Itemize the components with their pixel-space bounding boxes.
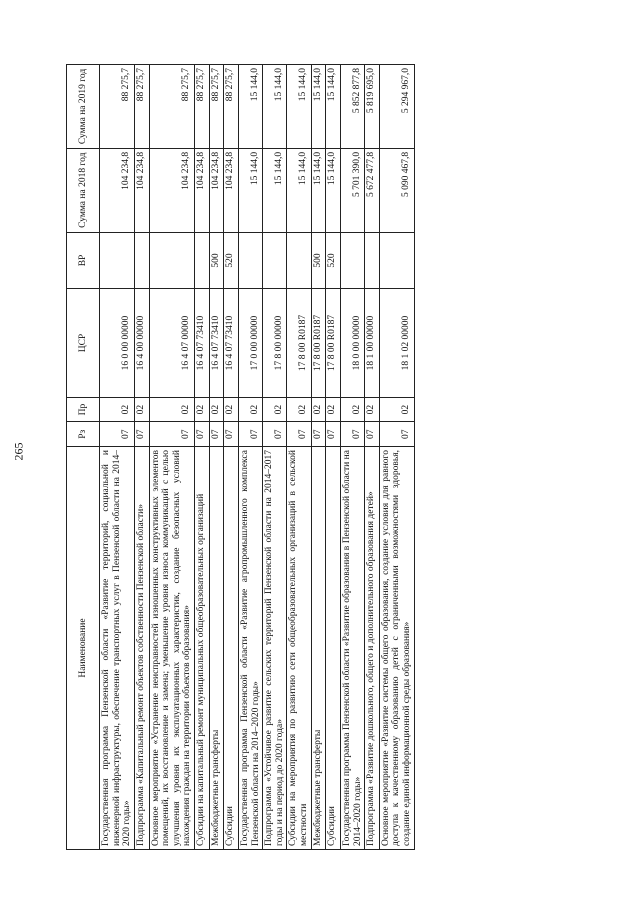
- rz-cell: 07: [100, 422, 135, 447]
- vr-cell: [134, 232, 149, 289]
- csr-cell: 17 8 00 R0187: [326, 289, 341, 397]
- pr-cell: 02: [379, 397, 414, 422]
- name-cell: Межбюджетные трансферты: [209, 447, 224, 850]
- table-row: [365, 65, 380, 850]
- pr-cell: 02: [340, 397, 364, 422]
- pr-cell: 02: [134, 397, 149, 422]
- budget-table: [66, 64, 415, 850]
- sum-2019-cell: 88 275,7: [195, 65, 210, 149]
- rz-cell: 07: [224, 422, 239, 447]
- table-row: [100, 65, 135, 850]
- rz-cell: 07: [311, 422, 326, 447]
- sum-2019-cell: 15 144,0: [238, 65, 262, 149]
- csr-cell: 17 8 00 R0187: [287, 289, 311, 397]
- vr-cell: [195, 232, 210, 289]
- vr-cell: [379, 232, 414, 289]
- vr-cell: [287, 232, 311, 289]
- sum-2018-cell: 104 234,8: [134, 148, 149, 232]
- rz-cell: 07: [340, 422, 364, 447]
- col-header-sum-2019: Сумма на 2019 год: [67, 65, 100, 149]
- rz-cell: 07: [195, 422, 210, 447]
- name-cell: Основное мероприятие «Устранение неисправностей изношенных конструктивных элементов помещений, их восстановление и замена; уменьшение уровня износа коммуникаций с целью улучшения уровня их эксплуатационных характеристик, создание безопасных условий нахождения граждан на территории объектов образования»: [149, 447, 195, 850]
- name-cell: Государственная программа Пензенской области «Развитие агропромышленного комплекса Пензенской области на 2014–2020 годы»: [238, 447, 262, 850]
- sum-2019-cell: 15 144,0: [311, 65, 326, 149]
- rz-cell: 07: [134, 422, 149, 447]
- csr-cell: 18 0 00 00000: [340, 289, 364, 397]
- vr-cell: [340, 232, 364, 289]
- table-row: [195, 65, 210, 850]
- pr-cell: 02: [365, 397, 380, 422]
- sum-2019-cell: 5 819 695,0: [365, 65, 380, 149]
- csr-cell: 16 4 07 00000: [149, 289, 195, 397]
- table-row: [238, 65, 262, 850]
- sum-2018-cell: 104 234,8: [224, 148, 239, 232]
- sum-2019-cell: 88 275,7: [224, 65, 239, 149]
- table-row: [379, 65, 414, 850]
- table-header-row: [67, 65, 100, 850]
- sum-2018-cell: 15 144,0: [311, 148, 326, 232]
- table-row: [340, 65, 364, 850]
- name-cell: Государственная программа Пензенской области «Развитие образования в Пензенской области на 2014–2020 годы»: [340, 447, 364, 850]
- sum-2018-cell: 15 144,0: [326, 148, 341, 232]
- name-cell: Субсидии на мероприятия по развитию сети общеобразовательных организаций в сельской местности: [287, 447, 311, 850]
- sum-2018-cell: 15 144,0: [263, 148, 287, 232]
- name-cell: Субсидии: [224, 447, 239, 850]
- pr-cell: 02: [263, 397, 287, 422]
- sum-2019-cell: 15 144,0: [263, 65, 287, 149]
- sum-2019-cell: 88 275,7: [149, 65, 195, 149]
- rz-cell: 07: [238, 422, 262, 447]
- sum-2018-cell: 104 234,8: [195, 148, 210, 232]
- rz-cell: 07: [326, 422, 341, 447]
- rz-cell: 07: [365, 422, 380, 447]
- csr-cell: 17 0 00 00000: [238, 289, 262, 397]
- sum-2018-cell: 15 144,0: [287, 148, 311, 232]
- rz-cell: 07: [149, 422, 195, 447]
- vr-cell: 520: [224, 232, 239, 289]
- table-row: [311, 65, 326, 850]
- csr-cell: 17 8 00 00000: [263, 289, 287, 397]
- table-row: [209, 65, 224, 850]
- csr-cell: 16 4 07 73410: [224, 289, 239, 397]
- col-header-sum-2018: Сумма на 2018 год: [67, 148, 100, 232]
- table-row: [287, 65, 311, 850]
- csr-cell: 17 8 00 R0187: [311, 289, 326, 397]
- sum-2019-cell: 88 275,7: [134, 65, 149, 149]
- pr-cell: 02: [311, 397, 326, 422]
- table-row: [326, 65, 341, 850]
- name-cell: Государственная программа Пензенской области «Развитие территорий, социальной и инженерной инфраструктуры, обеспечение транспортных услуг в Пензенской области на 2014–2020 годы»: [100, 447, 135, 850]
- name-cell: Подпрограмма «Капитальный ремонт объектов собственности Пензенской области»: [134, 447, 149, 850]
- sum-2019-cell: 15 144,0: [287, 65, 311, 149]
- pr-cell: 02: [100, 397, 135, 422]
- table-row: [149, 65, 195, 850]
- csr-cell: 16 4 07 73410: [209, 289, 224, 397]
- sum-2018-cell: 5 090 467,8: [379, 148, 414, 232]
- csr-cell: 16 0 00 00000: [100, 289, 135, 397]
- pr-cell: 02: [195, 397, 210, 422]
- sum-2019-cell: 88 275,7: [209, 65, 224, 149]
- vr-cell: 520: [326, 232, 341, 289]
- csr-cell: 16 4 00 00000: [134, 289, 149, 397]
- table-row: [134, 65, 149, 850]
- vr-cell: [263, 232, 287, 289]
- table-row: [224, 65, 239, 850]
- table-row: [263, 65, 287, 850]
- name-cell: Подпрограмма «Развитие дошкольного, общего и дополнительного образования детей»: [365, 447, 380, 850]
- page-content: [66, 64, 596, 850]
- sum-2018-cell: 15 144,0: [238, 148, 262, 232]
- name-cell: Субсидии: [326, 447, 341, 850]
- pr-cell: 02: [224, 397, 239, 422]
- sum-2018-cell: 104 234,8: [100, 148, 135, 232]
- vr-cell: [365, 232, 380, 289]
- sum-2019-cell: 15 144,0: [326, 65, 341, 149]
- sum-2018-cell: 104 234,8: [209, 148, 224, 232]
- sum-2018-cell: 5 672 477,8: [365, 148, 380, 232]
- col-header-csr: ЦСР: [67, 289, 100, 397]
- vr-cell: [238, 232, 262, 289]
- sum-2018-cell: 104 234,8: [149, 148, 195, 232]
- name-cell: Субсидии на капитальный ремонт муниципальных общеобразовательных организаций: [195, 447, 210, 850]
- sum-2018-cell: 5 701 390,0: [340, 148, 364, 232]
- rz-cell: 07: [209, 422, 224, 447]
- col-header-pr: Пр: [67, 397, 100, 422]
- csr-cell: 16 4 07 73410: [195, 289, 210, 397]
- pr-cell: 02: [209, 397, 224, 422]
- vr-cell: [149, 232, 195, 289]
- rz-cell: 07: [379, 422, 414, 447]
- name-cell: Основное мероприятие «Развитие системы общего образования, создание условия для равного доступа к качественному образованию детей с ограниченными возможностями здоровья, создание единой информационной среды образования»: [379, 447, 414, 850]
- name-cell: Подпрограмма «Устойчивое развитие сельских территорий Пензенской области на 2014–2017 годы и на период до 2020 года»: [263, 447, 287, 850]
- csr-cell: 18 1 02 00000: [379, 289, 414, 397]
- page-number: 265: [11, 442, 26, 461]
- rotated-table-frame: [66, 64, 596, 850]
- pr-cell: 02: [326, 397, 341, 422]
- rz-cell: 07: [287, 422, 311, 447]
- csr-cell: 18 1 00 00000: [365, 289, 380, 397]
- sum-2019-cell: 88 275,7: [100, 65, 135, 149]
- rz-cell: 07: [263, 422, 287, 447]
- vr-cell: 500: [209, 232, 224, 289]
- pr-cell: 02: [149, 397, 195, 422]
- vr-cell: [100, 232, 135, 289]
- col-header-name: Наименование: [67, 447, 100, 850]
- sum-2019-cell: 5 852 877,8: [340, 65, 364, 149]
- vr-cell: 500: [311, 232, 326, 289]
- pr-cell: 02: [287, 397, 311, 422]
- col-header-rz: Рз: [67, 422, 100, 447]
- sum-2019-cell: 5 294 967,0: [379, 65, 414, 149]
- name-cell: Межбюджетные трансферты: [311, 447, 326, 850]
- pr-cell: 02: [238, 397, 262, 422]
- col-header-vr: ВР: [67, 232, 100, 289]
